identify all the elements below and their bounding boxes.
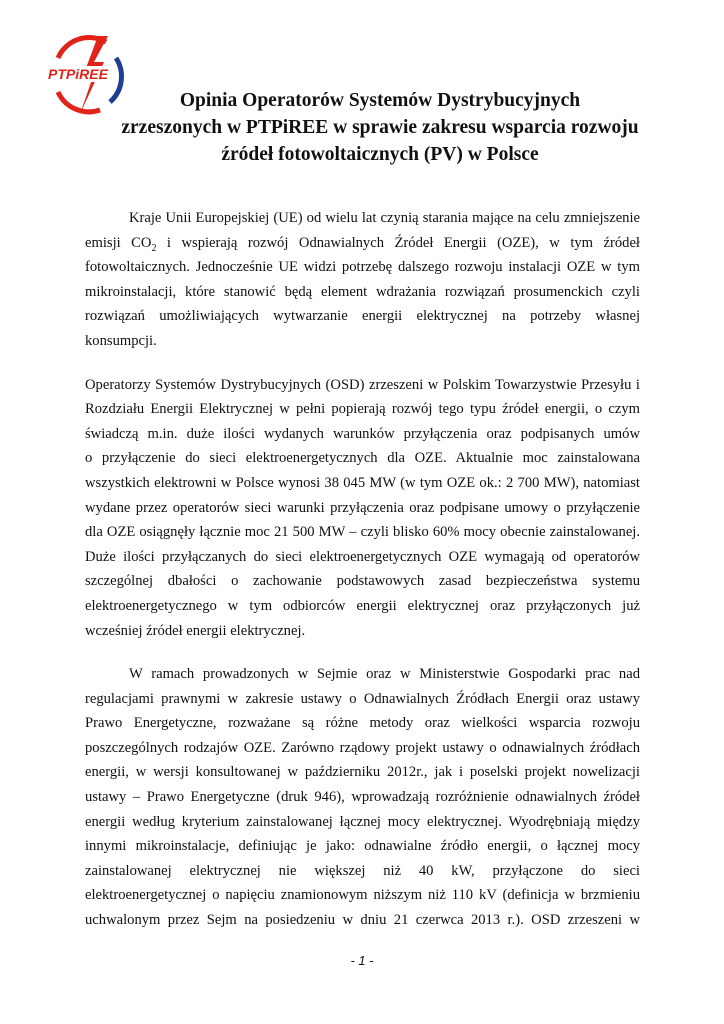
paragraph-line: Prawo Energetyczne, rozważane są różne metody oraz wielkości wsparcia rozwoju <box>85 715 640 732</box>
paragraph-line: o przyłączenie do sieci elektroenergetycznych dla OZE. Aktualnie moc zainstalowana <box>85 450 640 467</box>
document-body <box>85 206 640 952</box>
paragraph-line: zainstalowanej elektrycznej nie większej niż 40 kW, przyłączone do sieci <box>85 862 640 879</box>
paragraph-line: wszystkich elektrowni w Polsce wynosi 38 045 MW (w tym OZE ok.: 2 700 MW), natomiast <box>85 474 640 491</box>
paragraph-line: dla OZE osiągnęły łącznie moc 21 500 MW – czyli blisko 60% mocy obecnie zainstalowanej. <box>85 524 640 541</box>
title-line-1: Opinia Operatorów Systemów Dystrybucyjnych <box>179 90 581 111</box>
paragraph-line: szczególnej dbałości o zachowanie podstawowych zasad bezpieczeństwa systemu <box>85 573 640 590</box>
paragraph-line: energii według kryterium zainstalowanej łącznej mocy elektrycznej. Wyodrębniają między <box>85 813 640 830</box>
paragraph-line: mikroinstalacji, które stanowić będą element wdrażania rozwiązań prosumenckich czyli <box>85 283 640 300</box>
text-run: i wspierają rozwój Odnawialnych Źródeł Energii (OZE), w tym źródeł <box>156 234 640 251</box>
document-title <box>100 87 660 168</box>
paragraph-line: elektroenergetycznej o napięciu znamionowym niższym niż 110 kV (definicja w brzmieniu <box>85 887 640 904</box>
paragraph-line: konsumpcji. <box>85 332 157 349</box>
paragraph-line: Rozdziału Energii Elektrycznej w pełni popierają rozwój tego typu źródeł energii, o czym <box>85 401 640 418</box>
logo-wordmark: PTPiREE <box>48 66 108 82</box>
text-run: emisji CO <box>85 234 152 251</box>
paragraph-line: energii, w wersji konsultowanej w październiku 2012r., jak i poselski projekt nowelizacji <box>85 764 640 781</box>
paragraph-line <box>85 231 640 256</box>
paragraph-line: ustawy – Prawo Energetyczne (druk 946), wprowadzają rozróżnienie odnawialnych źródeł <box>85 789 640 806</box>
paragraph-line: elektroenergetycznego w tym odbiorców energii elektrycznej oraz przyłączonych już <box>85 597 640 614</box>
paragraph-3 <box>85 662 640 933</box>
paragraph-line: wcześniej źródeł energii elektrycznej. <box>85 622 306 639</box>
paragraph-line: innymi mikroinstalacje, definiując je jako: odnawialne źródło energii, o łącznej mocy <box>85 838 640 855</box>
paragraph-line: Duże ilości przyłączanych do sieci elektroenergetycznych OZE wymagają od operatorów <box>85 548 640 565</box>
title-line-3: źródeł fotowoltaicznych (PV) w Polsce <box>221 144 539 165</box>
subscript: 2 <box>151 242 157 254</box>
paragraph-line: regulacjami prawnymi w zakresie ustawy o Odnawialnych Źródłach Energii oraz ustawy <box>85 690 640 707</box>
paragraph-line: wydane przez operatorów sieci warunki przyłączenia oraz podpisane umowy o przyłączenie <box>85 499 640 516</box>
paragraph-line: rozwiązań umożliwiających wytwarzanie energii elektrycznej na potrzeby własnej <box>85 308 640 325</box>
paragraph-line: uchwalonym przez Sejm na posiedzeniu w dniu 21 czerwca 2013 r.). OSD zrzeszeni w <box>85 912 640 929</box>
paragraph-line: W ramach prowadzonych w Sejmie oraz w Ministerstwie Gospodarki prac nad <box>129 666 640 683</box>
paragraph-line: Operatorzy Systemów Dystrybucyjnych (OSD) zrzeszeni w Polskim Towarzystwie Przesyłu i <box>85 376 640 393</box>
paragraph-line: świadczą m.in. duże ilości wydanych warunków przyłączenia oraz podpisanych umów <box>85 425 640 442</box>
paragraph-line: poszczególnych rodzajów OZE. Zarówno rządowy projekt ustawy o odnawialnych źródłach <box>85 739 640 756</box>
page-number: - 1 - <box>350 953 374 968</box>
paragraph-line: Kraje Unii Europejskiej (UE) od wielu lat czynią starania mające na celu zmniejszenie <box>129 210 640 226</box>
paragraph-line: fotowoltaicznych. Jednocześnie UE widzi potrzebę dalszego rozwoju instalacji OZE w tym <box>85 259 640 276</box>
paragraph-2 <box>85 373 640 644</box>
paragraph-1 <box>85 206 640 354</box>
title-line-2: zrzeszonych w PTPiREE w sprawie zakresu wsparcia rozwoju <box>121 117 639 138</box>
